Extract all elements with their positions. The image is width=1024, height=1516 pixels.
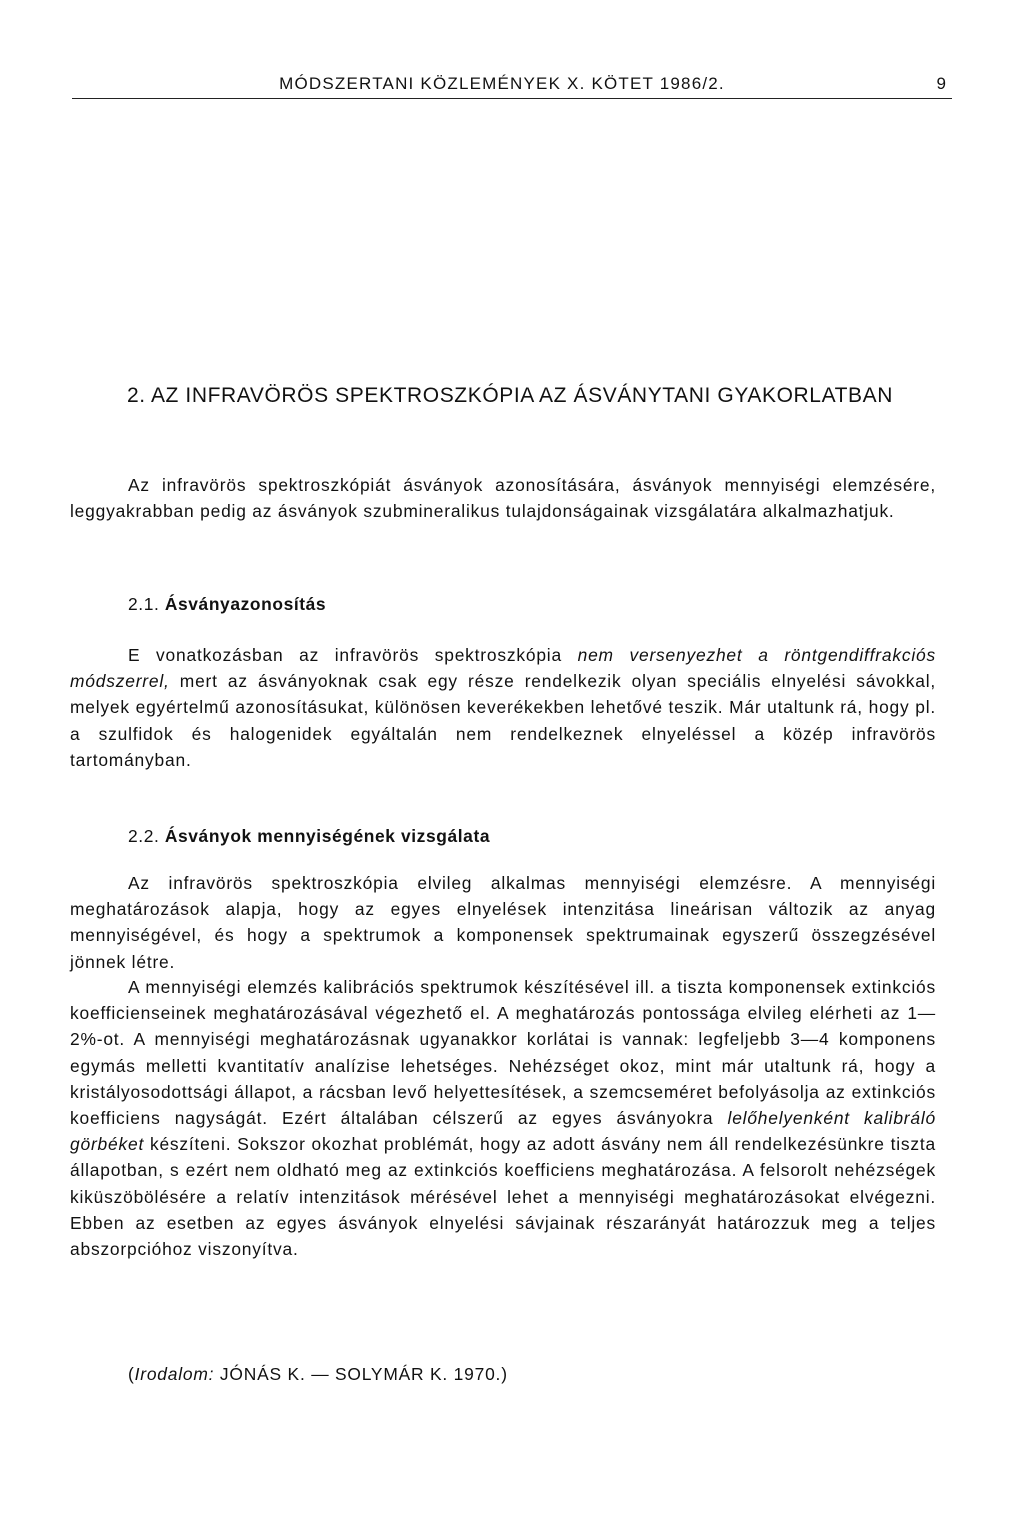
- section-number: 2.2.: [128, 826, 160, 846]
- journal-title: MÓDSZERTANI KÖZLEMÉNYEK X. KÖTET 1986/2.: [279, 74, 725, 93]
- reference-text: JÓNÁS K. — SOLYMÁR K. 1970.): [214, 1364, 508, 1384]
- section-2-2-paragraph-2: [70, 974, 936, 1262]
- emphasis-text: lelőhelyenként kalibráló görbéket: [70, 1108, 937, 1155]
- page-number: 9: [936, 74, 946, 93]
- reference-label: Irodalom:: [134, 1364, 215, 1384]
- emphasis-text: nem versenyezhet a röntgendiffrakciós módszerrel,: [70, 645, 936, 692]
- section-2-2-paragraph-1: Az infravörös spektroszkópia elvileg alkalmas mennyiségi elemzésre. A mennyiségi meghatározások alapja, hogy az egyes elnyelések intenzitása lineárisan változik az anyag mennyiségével, és hogy a spektrumok a komponensek spektrumainak egyszerű összegzésével jönnek létre.: [70, 873, 936, 972]
- chapter-title: 2. AZ INFRAVÖRÖS SPEKTROSZKÓPIA AZ ÁSVÁNYTANI GYAKORLATBAN: [126, 384, 894, 407]
- reference-line: [128, 1364, 508, 1385]
- section-heading-2-1: [128, 594, 326, 615]
- section-title: Ásványok mennyiségének vizsgálata: [164, 826, 491, 846]
- paragraph-text: mert az ásványoknak csak egy része rendelkezik olyan speciális elnyelési sávokkal, melyek egyértelmű azonosításukat, különösen keverékekben lehetővé teszik. Már utaltunk rá, hogy pl. a szulfidok és halogenidek egyáltalán nem rendelkeznek elnyeléssel a közép infravörös tartományban.: [70, 671, 936, 770]
- section-2-1-paragraph: [70, 642, 936, 773]
- paragraph-text: A mennyiségi elemzés kalibrációs spektrumok készítésével ill. a tiszta komponensek extinkciós koefficienseinek meghatározásával végezhető el. A meghatározás pontossága elvileg elérheti az 1—2%-ot. A mennyiségi meghatározásnak ugyanakkor korlátai is vannak: legfeljebb 3—4 komponens egymás melletti kvantitatív analízise lehetséges. Nehézséget okoz, mint már utaltunk rá, hogy a kristályosodottsági állapot, a rácsban levő helyettesítések, a szemcseméret befolyásolja az extinkciós koefficiens nagyságát. Ezért általában célszerű az egyes ásványokra: [70, 977, 936, 1129]
- running-header: [72, 72, 952, 99]
- chapter-intro-paragraph: Az infravörös spektroszkópiát ásványok azonosítására, ásványok mennyiségi elemzésére, leggyakrabban pedig az ásványok szubmineralikus tulajdonságainak vizsgálatára alkalmazhatjuk.: [70, 475, 936, 522]
- paragraph-text: E vonatkozásban az infravörös spektroszkópia: [128, 645, 578, 665]
- reference-bracket: (: [128, 1364, 135, 1384]
- section-title: Ásványazonosítás: [164, 594, 327, 614]
- paragraph-text: készíteni. Sokszor okozhat problémát, hogy az adott ásvány nem áll rendelkezésünkre tiszta állapotban, s ezért nem oldható meg az extinkciós koefficiens meghatározása. A felsorolt nehézségek kiküszöbölésére a relatív intenzitások mérésével lehet a mennyiségi meghatározásokat elvégezni. Ebben az esetben az egyes ásványok elnyelési sávjainak részarányát határozzuk meg a teljes abszorpcióhoz viszonyítva.: [70, 1134, 936, 1260]
- section-heading-2-2: [128, 826, 490, 847]
- section-number: 2.1.: [128, 594, 160, 614]
